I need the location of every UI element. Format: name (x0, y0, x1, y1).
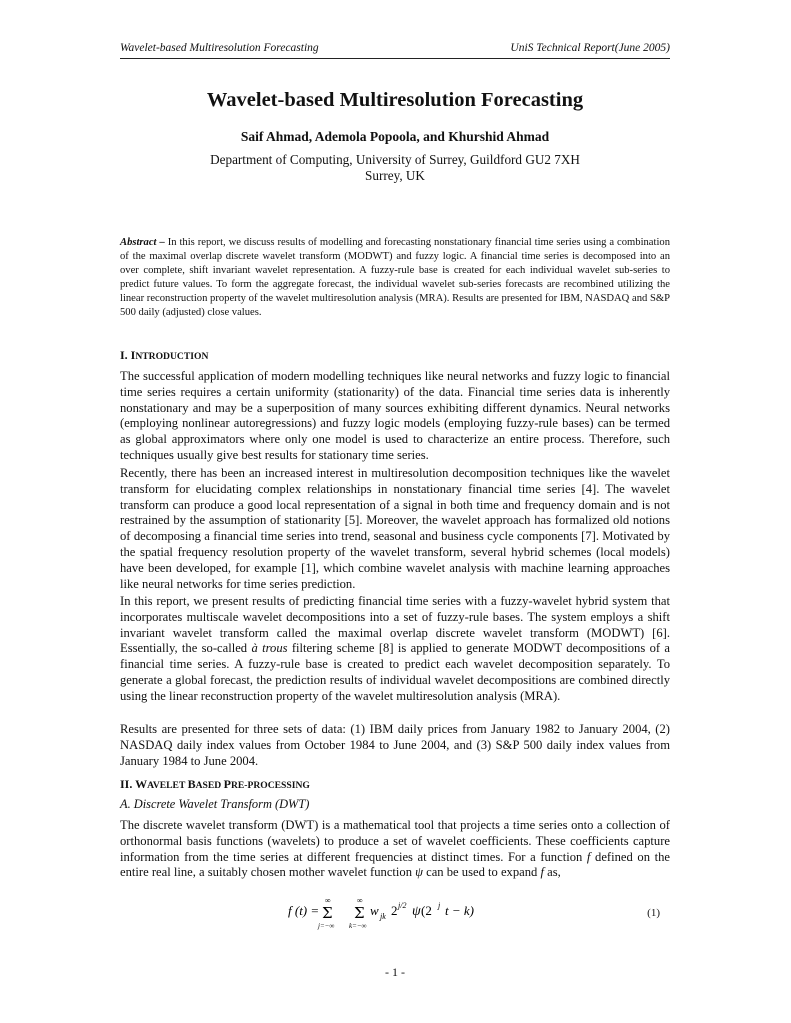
section-2-title-part: B (187, 777, 196, 791)
equation-exp-2: j (438, 901, 441, 910)
sum-2-lower: k=−∞ (349, 922, 367, 930)
section-1-title: NTRODUCTION (135, 351, 209, 362)
sum-1-lower: j=−∞ (318, 922, 335, 930)
section-heading-introduction (120, 346, 670, 364)
intro-paragraph-4: Results are presented for three sets of data: (1) IBM daily prices from January 1982 to January 2004, (2) NASDAQ daily index values from October 1984 to June 2004, and (3) S&P 500 daily index values from January 1984 to June 2004. (120, 722, 670, 768)
page-number: - 1 - (385, 965, 405, 979)
dwt-text: can be used to expand (422, 865, 541, 880)
abstract (120, 236, 670, 321)
section-2-number: II. W (120, 777, 148, 791)
section-1-number: I. I (120, 348, 136, 362)
intro-paragraph-3-part-b: filtering scheme [8] is applied to generate MODWT decompositions of a financial time series. A fuzzy-rule base is created to predict each wavelet decomposition separately. To generate a global forecast, the prediction results of individual wavelet decompositions are combined directly using the linear reconstruction property of the wavelet multiresolution analysis (MRA). (120, 641, 670, 703)
affiliation-line-2: Surrey, UK (365, 168, 425, 183)
dwt-text: The discrete wavelet transform (DWT) is a mathematical tool that projects a time series onto a collection of orthonormal basis functions (wavelets) to produce a set of wavelet coefficients. These coefficients capture information from the time series at different frequencies at distinct times. For a function (120, 818, 670, 864)
symbol-f: f (586, 849, 591, 864)
intro-paragraph-1: The successful application of modern modelling techniques like neural networks and fuzzy logic to financial time series requires a certain uniformity (stationarity) of the data. Financial time series data is inherently nonstationary and may be a superposition of many sources exhibiting different dynamics. Neural networks (employing nonlinear autoregressions) and fuzzy logic models (employing fuzzy-rule bases) can be termed as global approximators where only one model is used to characterize an entire process. Therefore, such techniques usually give best results for stationary time series. (120, 369, 670, 462)
sum-2-sign: Σ (354, 904, 365, 922)
abstract-label: Abstract – (120, 237, 165, 248)
section-2-title-part: RE-PROCESSING (230, 780, 310, 791)
intro-paragraph-3 (120, 594, 670, 705)
section-2-title-part: AVELET (147, 780, 188, 791)
author-list: Saif Ahmad, Ademola Popoola, and Khurshid Ahmad (240, 129, 550, 144)
intro-paragraph-2: Recently, there has been an increased interest in multiresolution decomposition techniques like the wavelet transform for elucidating complex relationships in nonstationary financial time series [4]. The wavelet transform can produce a good local representation of a signal in both time and frequency domain and is not restrained by the assumption of stationarity [5]. Moreover, the wavelet approach has formalized old notions of decomposing a financial time series into trend, seasonal and business cycle components [7]. Motivated by the spatial frequency resolution property of the wavelet transform, several hybrid schemes (local models) have been developed, for example [1], which combine wavelet analysis with machine learning approaches like neural networks for time series prediction. (120, 466, 670, 591)
sum-1-sign: Σ (322, 904, 333, 922)
section-2-title-part: P (223, 777, 231, 791)
intro-paragraph-3-part-a: In this report, we present results of predicting financial time series with a fuzzy-wavelet hybrid system that incorporates multiscale wavelet decompositions into a set of fuzzy-rule bases. The system employs a shift invariant wavelet transform called the maximal overlap discrete wavelet transform (MODWT) [6]. Essentially, the so-called (120, 594, 670, 656)
affiliation-line-1: Department of Computing, University of Surrey, Guildford GU2 7XH (210, 152, 580, 167)
intro-paragraph-3-italic: à trous (251, 641, 288, 656)
paper-title: Wavelet-based Multiresolution Forecasting (206, 89, 584, 111)
equation-two: 2 (391, 903, 398, 918)
sum-1-upper: ∞ (325, 896, 331, 905)
section-2-title-part: ASED (195, 780, 224, 791)
dwt-text: as, (544, 865, 561, 880)
equation-arg-b: t − k) (445, 903, 474, 918)
dwt-text: defined on the entire real line, a suitably chosen mother wavelet function (120, 849, 670, 880)
running-header (120, 42, 670, 59)
equation-number: (1) (647, 907, 660, 919)
equation-arg-a: (2 (421, 903, 432, 918)
equation-exp-1: j/2 (398, 901, 407, 910)
equation-1 (120, 895, 670, 935)
equation-psi: ψ (412, 904, 421, 919)
equation-lhs: f (t) = (288, 903, 320, 918)
sum-2-upper: ∞ (357, 896, 363, 905)
equation-1-formula (120, 895, 670, 935)
header-right-text: UniS Technical Report(June 2005) (510, 42, 670, 54)
symbol-f: f (540, 865, 544, 880)
affiliation (120, 152, 670, 184)
section-heading-wavelet-preprocessing (120, 775, 670, 793)
header-left-text: Wavelet-based Multiresolution Forecasting (120, 42, 319, 54)
equation-w: w (370, 903, 379, 918)
equation-w-sub: jk (380, 912, 386, 921)
symbol-psi: ψ (415, 865, 423, 880)
subsection-heading-dwt: A. Discrete Wavelet Transform (DWT) (120, 797, 310, 811)
dwt-paragraph-1 (120, 818, 670, 881)
abstract-text: In this report, we discuss results of modelling and forecasting nonstationary financial time series using a combination of the maximal overlap discrete wavelet transform (MODWT) and fuzzy logic. A financial time series is decomposed into an over complete, shift invariant wavelet representation. A fuzzy-rule base is created for each individual wavelet sub-series to predict future values. To form the aggregate forecast, the individual wavelet sub-series forecasts are recombined utilizing the linear reconstruction property of the wavelet multiresolution analysis (MRA). Results are presented for IBM, NASDAQ and S&P 500 daily (adjusted) close values. (120, 237, 670, 319)
